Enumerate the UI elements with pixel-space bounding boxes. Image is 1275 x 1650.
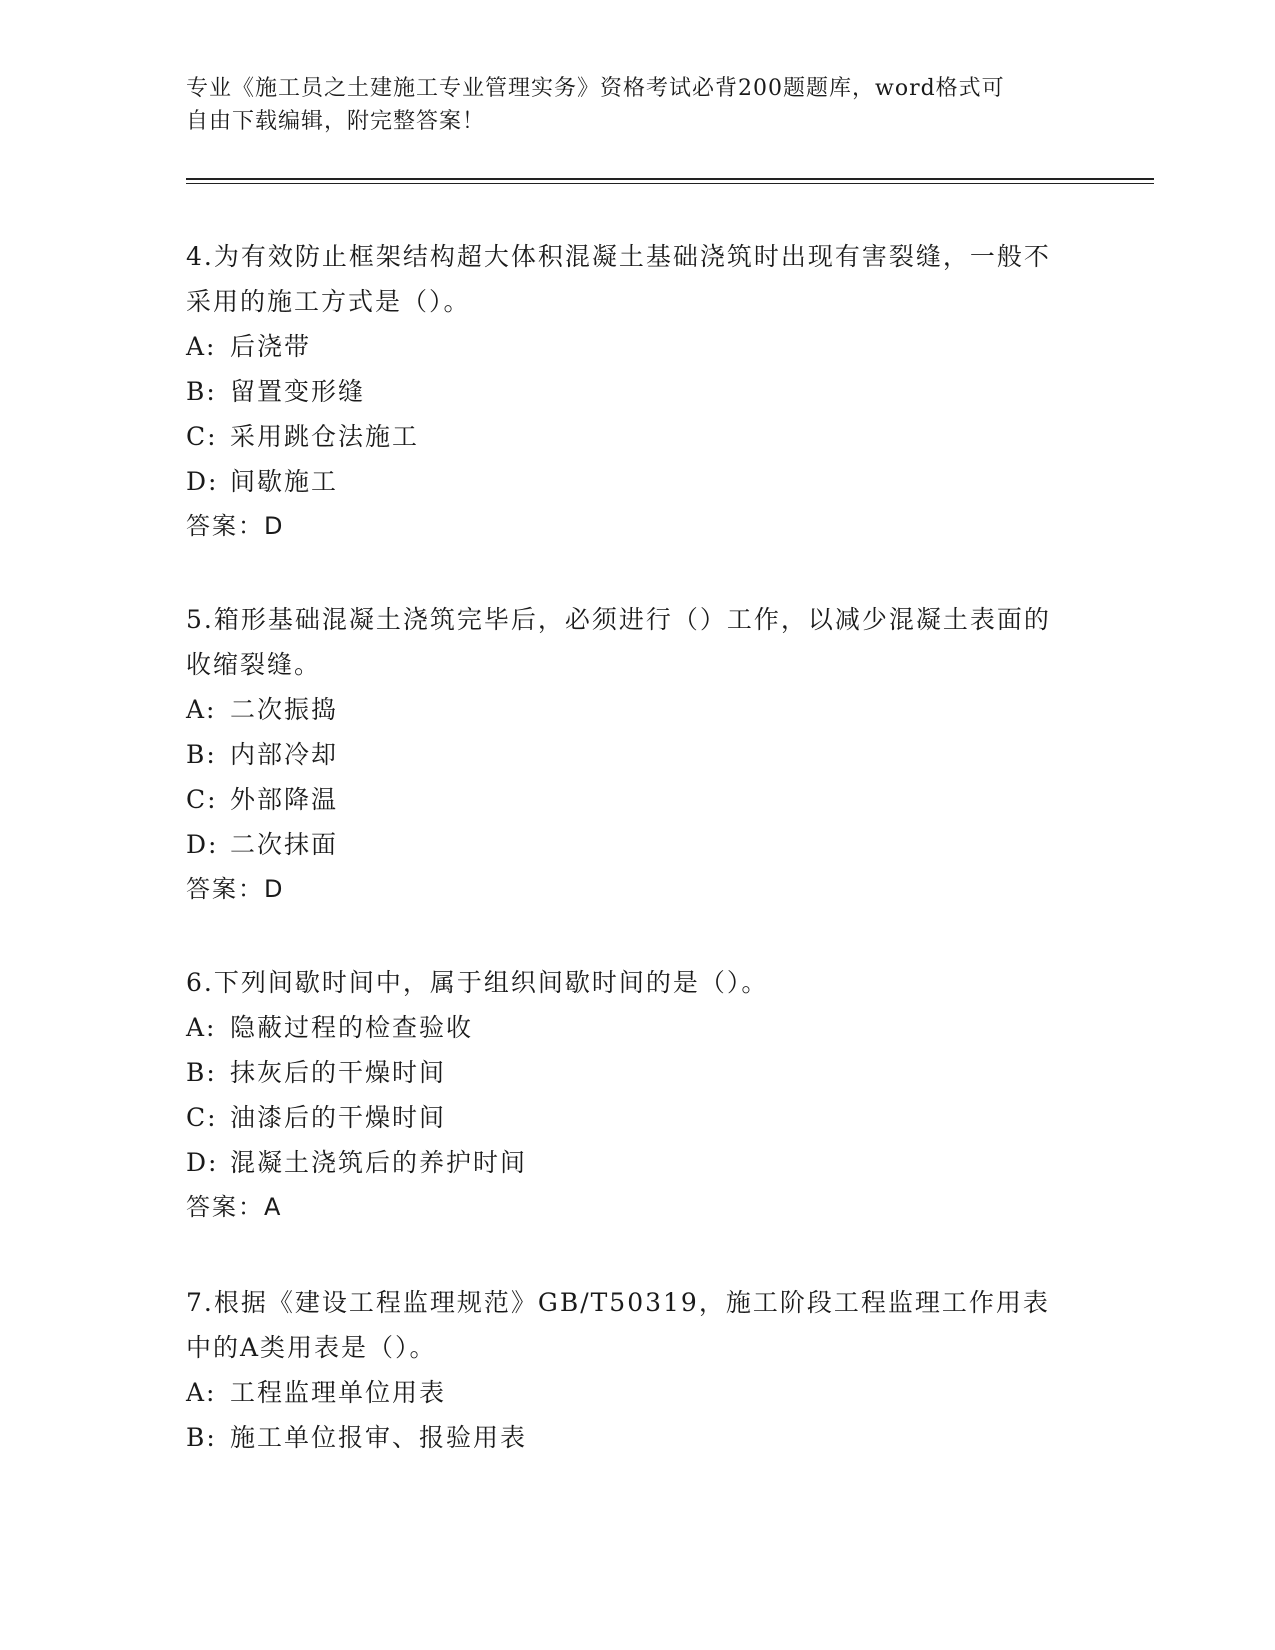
- option-key: D:: [186, 830, 219, 859]
- option-key: C:: [186, 422, 218, 451]
- option-key: C:: [186, 785, 218, 814]
- option-text: 二次抹面: [230, 830, 339, 859]
- option-text: 二次振捣: [230, 695, 339, 724]
- option-key: A:: [186, 1013, 217, 1042]
- header-line-2: 自由下载编辑，附完整答案！: [186, 109, 486, 134]
- option-a: [186, 687, 1076, 732]
- option-text: 采用跳仓法施工: [230, 422, 420, 451]
- question-stem: 4.为有效防止框架结构超大体积混凝土基础浇筑时出现有害裂缝，一般不采用的施工方式是（）。: [186, 242, 1051, 316]
- option-c: [186, 414, 1076, 459]
- option-c: [186, 1095, 1076, 1140]
- option-a: [186, 1370, 1076, 1415]
- option-key: A:: [186, 332, 217, 361]
- question-stem: 5.箱形基础混凝土浇筑完毕后，必须进行（）工作，以减少混凝土表面的收缩裂缝。: [186, 605, 1051, 679]
- option-text: 隐蔽过程的检查验收: [230, 1013, 474, 1042]
- header-line-1: 专业《施工员之土建施工专业管理实务》资格考试必背200题题库，word格式可: [186, 76, 1005, 101]
- option-b: [186, 732, 1076, 777]
- option-text: 混凝土浇筑后的养护时间: [230, 1148, 528, 1177]
- question-4: [186, 234, 1076, 549]
- option-b: [186, 1050, 1076, 1095]
- option-d: [186, 822, 1076, 867]
- question-7: [186, 1280, 1076, 1460]
- option-d: [186, 459, 1076, 504]
- header-rule-thick: [186, 178, 1154, 180]
- document-header: [186, 72, 1066, 138]
- option-d: [186, 1140, 1076, 1185]
- option-text: 留置变形缝: [230, 377, 366, 406]
- option-b: [186, 369, 1076, 414]
- question-stem: 6.下列间歇时间中，属于组织间歇时间的是（）。: [186, 968, 769, 997]
- option-a: [186, 1005, 1076, 1050]
- option-key: B:: [186, 740, 217, 769]
- option-text: 施工单位报审、报验用表: [230, 1423, 528, 1452]
- option-key: D:: [186, 1148, 219, 1177]
- option-text: 外部降温: [230, 785, 339, 814]
- question-5: [186, 597, 1076, 912]
- option-key: B:: [186, 377, 217, 406]
- option-text: 油漆后的干燥时间: [230, 1103, 447, 1132]
- option-key: B:: [186, 1058, 217, 1087]
- option-text: 间歇施工: [230, 467, 339, 496]
- option-b: [186, 1415, 1076, 1460]
- option-text: 后浇带: [230, 332, 312, 361]
- option-key: A:: [186, 695, 217, 724]
- question-stem: 7.根据《建设工程监理规范》GB/T50319，施工阶段工程监理工作用表中的A类用表是（）。: [186, 1288, 1050, 1362]
- option-key: D:: [186, 467, 219, 496]
- option-key: B:: [186, 1423, 217, 1452]
- answer-line: 答案：D: [186, 875, 285, 903]
- header-rule-thin: [186, 183, 1154, 184]
- option-key: C:: [186, 1103, 218, 1132]
- option-text: 工程监理单位用表: [230, 1378, 447, 1407]
- question-6: [186, 960, 1076, 1230]
- option-a: [186, 324, 1076, 369]
- answer-line: 答案：A: [186, 1193, 283, 1221]
- option-text: 内部冷却: [230, 740, 339, 769]
- answer-line: 答案：D: [186, 512, 285, 540]
- option-text: 抹灰后的干燥时间: [230, 1058, 447, 1087]
- option-c: [186, 777, 1076, 822]
- option-key: A:: [186, 1378, 217, 1407]
